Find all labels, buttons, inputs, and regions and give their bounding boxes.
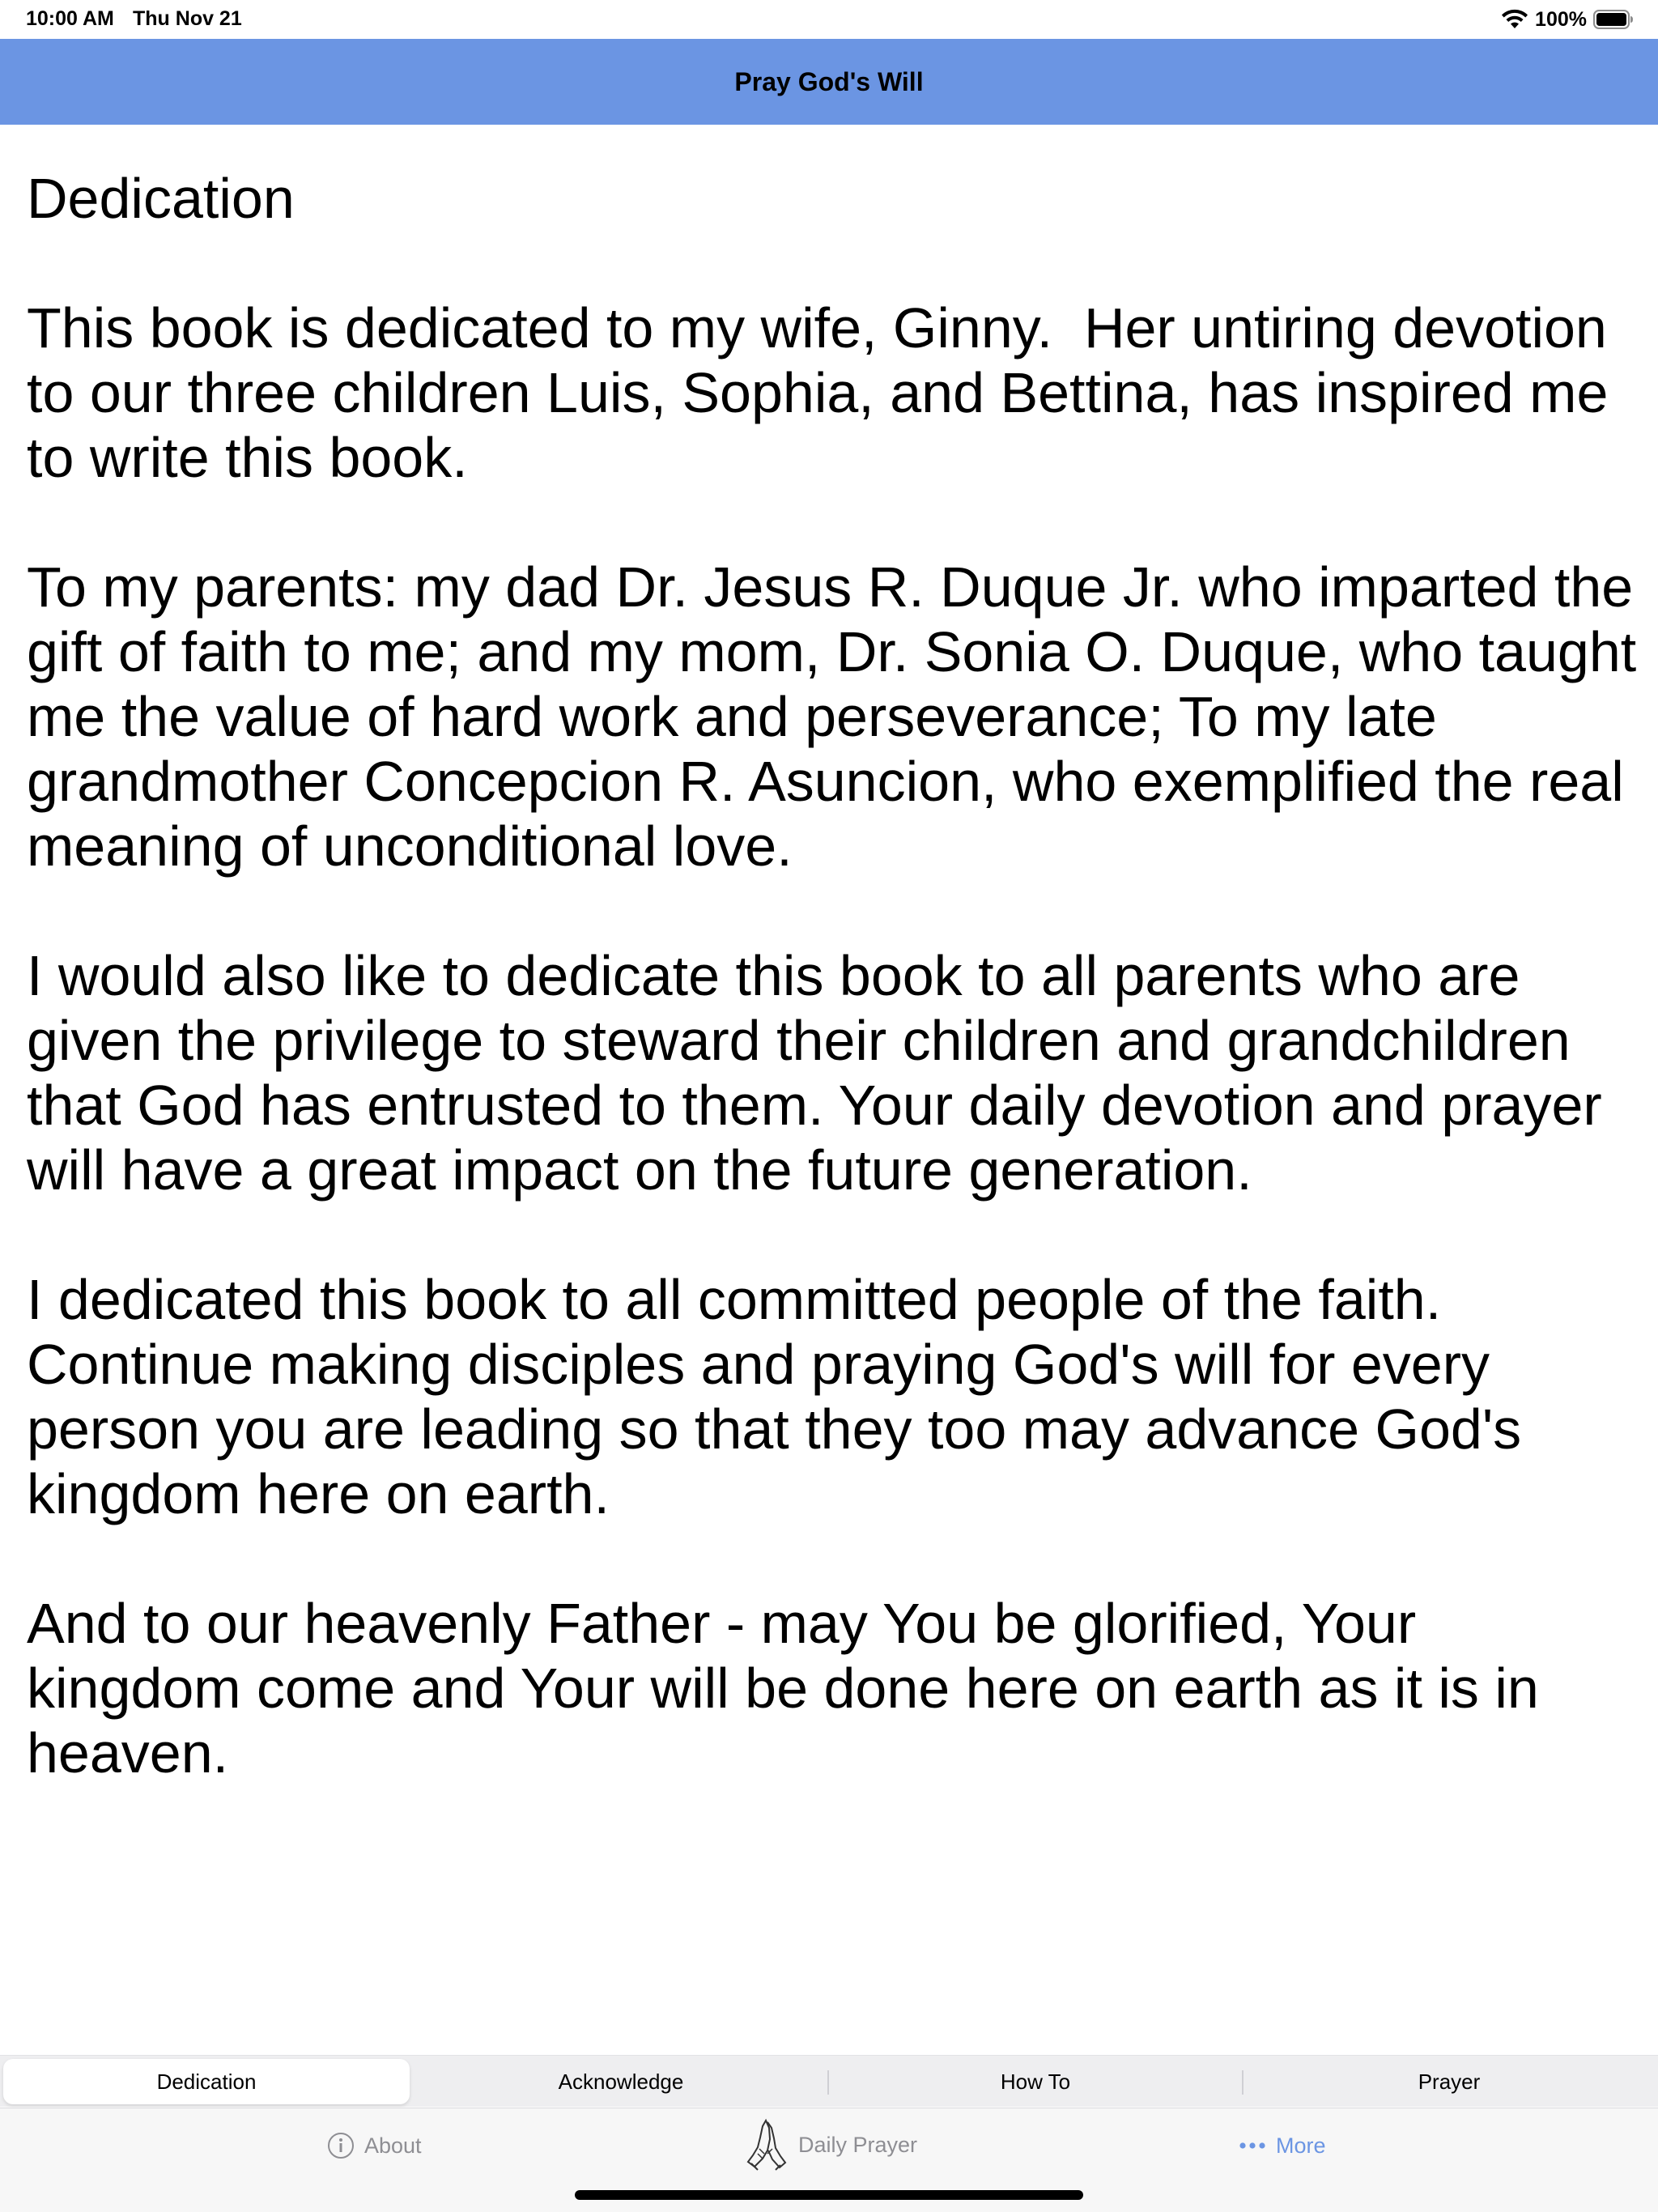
status-bar — [0, 0, 1658, 39]
status-date: Thu Nov 21 — [133, 7, 242, 30]
paragraph: To my parents: my dad Dr. Jesus R. Duque Jr. who imparted the gift of faith to me; and my mom, Dr. Sonia O. Duque, who taught me the value of hard work and perseverance; To my late grandmother Concepcion R. Asuncion, who exemplified the real meaning of unconditional love. — [27, 555, 1652, 878]
segment-acknowledge[interactable]: Acknowledge — [558, 2069, 684, 2094]
tab-about[interactable] — [327, 2123, 422, 2168]
praying-hands-icon — [745, 2118, 789, 2172]
nav-bar — [0, 39, 1658, 125]
segment-prayer[interactable]: Prayer — [1418, 2069, 1481, 2094]
info-icon — [327, 2132, 355, 2159]
paragraph: This book is dedicated to my wife, Ginny. Her untiring devotion to our three children Luis, Sophia, and Bettina, has inspired me to write this book. — [27, 296, 1624, 489]
tab-more[interactable] — [1239, 2123, 1326, 2168]
paragraph: I dedicated this book to all committed people of the faith. Continue making disciples and praying God's will for every person you are leading so that they too may advance God's kingdom here on earth. — [27, 1268, 1537, 1525]
segment-how-to[interactable]: How To — [1000, 2069, 1071, 2094]
tab-label-daily-prayer: Daily Prayer — [798, 2132, 918, 2157]
battery-percent: 100% — [1535, 7, 1587, 31]
nav-title: Pray God's Will — [734, 66, 924, 96]
paragraph: And to our heavenly Father - may You be glorified, Your kingdom come and Your will be done here on earth as it is in heaven. — [27, 1592, 1555, 1784]
battery-icon — [1593, 10, 1634, 29]
page-heading: Dedication — [27, 167, 295, 230]
tab-label-more: More — [1276, 2133, 1326, 2158]
status-indicators — [1501, 6, 1634, 32]
home-indicator[interactable] — [575, 2190, 1083, 2200]
status-time: 10:00 AM — [26, 7, 114, 30]
segment-dedication[interactable]: Dedication — [3, 2059, 410, 2104]
segmented-control — [0, 2055, 1658, 2107]
dedication-content[interactable] — [27, 166, 1652, 1785]
wifi-icon — [1501, 9, 1528, 30]
paragraph: I would also like to dedicate this book to all parents who are given the privilege to steward their children and grandchildren that God has entrusted to them. Your daily devotion and prayer will have a great impact on the future generation. — [27, 944, 1618, 1202]
tab-daily-prayer[interactable] — [745, 2116, 917, 2173]
tab-label-about: About — [364, 2133, 422, 2158]
more-dots-icon — [1239, 2142, 1266, 2150]
